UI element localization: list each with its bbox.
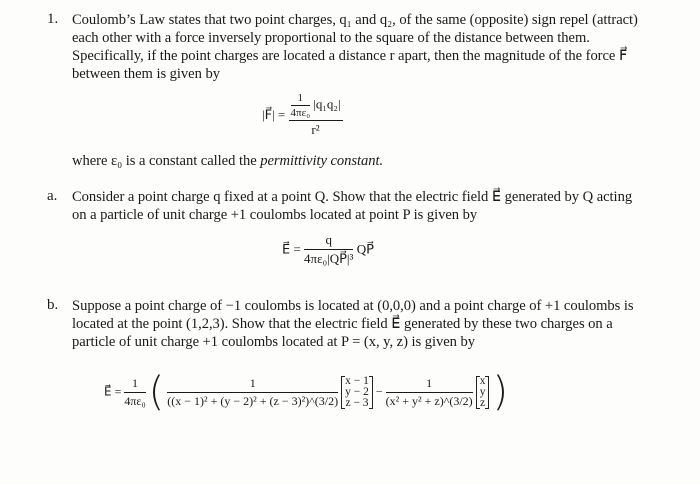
- vector-entry: z − 3: [345, 396, 369, 409]
- displacement-vector: QP⃗: [356, 241, 374, 257]
- first-term-denominator: ((x − 1)² + (y − 2)² + (z − 3)²)^(3/2): [167, 393, 339, 408]
- part-b-line: located at the point (1,2,3). Show that the electric field E⃗ generated by these two charges on a: [72, 316, 613, 332]
- part-a-line: on a particle of unit charge +1 coulombs located at point P is given by: [72, 207, 478, 223]
- part-b-text: [72, 297, 692, 351]
- second-term-numerator: 1: [386, 376, 473, 393]
- two-charge-field-formula: [104, 369, 509, 415]
- formula-lhs: E⃗ =: [104, 384, 122, 399]
- field-fraction: [304, 232, 353, 267]
- problem-1-line: between them is given by: [72, 66, 220, 82]
- coefficient-denominator: 4πε₀: [124, 393, 146, 408]
- first-term-vector: [341, 376, 373, 409]
- fraction-denominator: r²: [311, 122, 320, 137]
- coulomb-fraction: [289, 92, 343, 138]
- first-term-fraction: [167, 376, 338, 409]
- part-b-line: particle of unit charge +1 coulombs located at P = (x, y, z) is given by: [72, 334, 476, 350]
- part-a-marker: a.: [47, 188, 58, 204]
- vector-entry: y: [479, 385, 486, 398]
- problem-1-text: [72, 11, 692, 83]
- problem-1-line: Coulomb’s Law states that two point charges, q₁ and q₂, of the same (opposite) sign repel (attract): [72, 12, 638, 28]
- coulomb-formula: [262, 92, 343, 138]
- first-term-numerator: 1: [167, 376, 338, 393]
- part-b-line: Suppose a point charge of −1 coulombs is located at (0,0,0) and a point charge of +1 coulombs is: [72, 298, 634, 314]
- fraction-numerator: [289, 92, 343, 121]
- fraction-numerator: q: [304, 232, 353, 250]
- part-a-line: Consider a point charge q fixed at a point Q. Show that the electric field E⃗ generated by Q acting: [72, 189, 633, 205]
- second-term-fraction: [386, 376, 473, 409]
- constant-denominator: 4πε₀: [290, 107, 311, 119]
- vector-entry: z: [480, 396, 486, 409]
- problem-1-marker: 1.: [47, 11, 59, 27]
- part-b-marker: b.: [47, 297, 59, 313]
- right-paren: ): [492, 369, 509, 415]
- second-term-vector: [476, 376, 490, 409]
- permittivity-note: [72, 152, 383, 170]
- where-text: where ε₀ is a constant called the: [72, 153, 261, 169]
- formula-lhs: E⃗ =: [282, 241, 301, 257]
- constant-numerator: 1: [291, 92, 311, 106]
- problem-1-line: Specifically, if the point charges are located a distance r apart, then the magnitude of the force F⃗: [72, 48, 628, 64]
- vector-entry: y − 2: [345, 385, 369, 398]
- second-term-denominator: (x² + y² + z)^(3/2): [385, 393, 473, 408]
- minus-sign: −: [375, 384, 383, 399]
- left-paren: (: [148, 369, 165, 415]
- charge-product: |q₁q₂|: [313, 96, 341, 112]
- vector-entry: x − 1: [345, 374, 369, 387]
- coefficient-fraction: [124, 376, 145, 409]
- problem-1-line: each other with a force inversely proportional to the square of the distance between them.: [72, 30, 590, 46]
- fraction-denominator: 4πε₀|QP⃗|³: [304, 251, 354, 266]
- coefficient-numerator: 1: [124, 376, 145, 393]
- electric-field-formula: [282, 232, 374, 267]
- formula-lhs: |F⃗| =: [262, 107, 286, 122]
- constant-fraction: [291, 92, 311, 119]
- vector-entry: x: [479, 374, 486, 387]
- part-a-text: [72, 188, 692, 224]
- permittivity-term: permittivity constant.: [260, 153, 384, 169]
